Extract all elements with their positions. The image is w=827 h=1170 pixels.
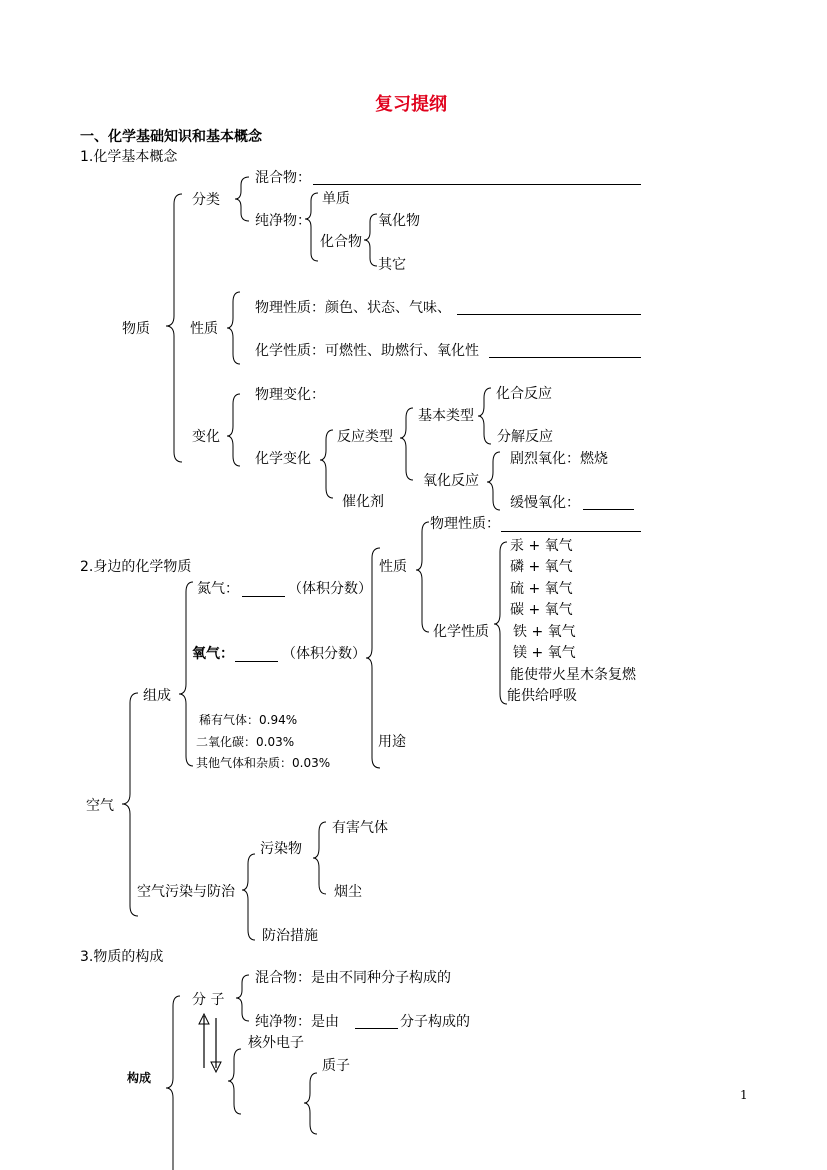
node-zucheng: 组成 — [143, 688, 171, 704]
node-tiji1: （体积分数） — [288, 581, 372, 597]
node-bianhua: 变化 — [192, 429, 220, 445]
node-yanghua-fanying: 氧化反应 — [423, 473, 479, 489]
blank-line — [489, 357, 641, 358]
subsection-title: 3.物质的构成 — [80, 949, 164, 965]
node-huahe-fanying: 化合反应 — [496, 386, 552, 402]
subsection-title: 1.化学基本概念 — [80, 149, 178, 165]
node-yangqi: 氧气： — [192, 646, 234, 662]
node-fuqi: 能使带火星木条复燃 — [510, 667, 636, 683]
node-huaxue-xingzhi: 化学性质：可燃性、助燃行、氧化性 — [255, 343, 479, 359]
node-chunjingwu: 纯净物： — [255, 213, 311, 229]
node-cuihuaji: 催化剂 — [342, 494, 384, 510]
reaction-item: 镁 + 氧气 — [513, 645, 576, 661]
node-kongqi: 空气 — [86, 798, 114, 814]
page-number: 1 — [740, 1088, 748, 1102]
node-goucheng: 构成 — [127, 1071, 152, 1085]
reaction-item: 磷 + 氧气 — [510, 559, 573, 575]
node-fenlei: 分类 — [192, 192, 220, 208]
node-qita-qiti: 其他气体和杂质：0.03% — [196, 756, 331, 770]
node-fenjie-fanying: 分解反应 — [497, 429, 553, 445]
node-fanying-leixing: 反应类型 — [337, 429, 393, 445]
reaction-item: 铁 + 氧气 — [513, 624, 576, 640]
node-hunhewu-3: 混合物：是由不同种分子构成的 — [255, 970, 451, 986]
node-xingzhi: 性质 — [190, 321, 218, 337]
blank-line — [235, 661, 278, 662]
page-title: 复习提纲 — [375, 94, 447, 115]
reaction-item: 硫 + 氧气 — [510, 581, 573, 597]
node-yongtu: 用途 — [378, 734, 406, 750]
node-wuli-xingzhi-2: 物理性质： — [430, 516, 500, 532]
blank-line — [457, 314, 641, 315]
node-hunhewu: 混合物： — [255, 170, 311, 186]
reaction-item: 汞 + 氧气 — [510, 538, 573, 554]
node-fangzhi-cuoshi: 防治措施 — [262, 928, 318, 944]
node-huxi: 能供给呼吸 — [507, 688, 577, 704]
node-jiben-leixing: 基本类型 — [418, 408, 474, 424]
reaction-item: 碳 + 氧气 — [510, 602, 573, 618]
node-wuranwu: 污染物 — [260, 841, 302, 857]
node-yanchen: 烟尘 — [334, 884, 362, 900]
node-wuzhi: 物质 — [122, 321, 150, 337]
node-chunjingwu-post: 分子构成的 — [400, 1014, 470, 1030]
node-huanman-yanghua: 缓慢氧化： — [510, 495, 580, 511]
blank-line — [313, 184, 641, 185]
node-zhizi: 质子 — [322, 1058, 350, 1074]
subsection-title: 2.身边的化学物质 — [80, 559, 192, 575]
node-wuran-fangzhi: 空气污染与防治 — [137, 884, 235, 900]
node-wuli-xingzhi: 物理性质：颜色、状态、气味、 — [255, 300, 451, 316]
node-julie-yanghua: 剧烈氧化：燃烧 — [510, 451, 608, 467]
node-danqi: 氮气： — [197, 581, 239, 597]
node-xiyou: 稀有气体：0.94% — [199, 713, 298, 727]
node-huaxue-xingzhi-2: 化学性质 — [433, 624, 489, 640]
blank-line — [583, 509, 634, 510]
node-youhai-qiti: 有害气体 — [332, 820, 388, 836]
node-chunjingwu-pre: 纯净物：是由 — [255, 1014, 339, 1030]
blank-line — [242, 596, 285, 597]
blank-line — [501, 531, 641, 532]
node-fenzi: 分 子 — [192, 992, 225, 1008]
blank-line — [355, 1028, 398, 1029]
node-xingzhi-2: 性质 — [379, 559, 407, 575]
node-huaxue-bianhua: 化学变化 — [255, 451, 311, 467]
node-qita: 其它 — [378, 257, 406, 273]
node-wuli-bianhua: 物理变化： — [255, 387, 325, 403]
node-tiji2: （体积分数） — [282, 646, 366, 662]
section-heading: 一、化学基础知识和基本概念 — [80, 129, 262, 145]
node-eryanghuatan: 二氧化碳：0.03% — [196, 735, 295, 749]
node-danzhi: 单质 — [322, 191, 350, 207]
node-huahewu: 化合物 — [320, 234, 362, 250]
node-hewai-dianzi: 核外电子 — [248, 1035, 304, 1051]
node-yanghuawu: 氧化物 — [378, 213, 420, 229]
